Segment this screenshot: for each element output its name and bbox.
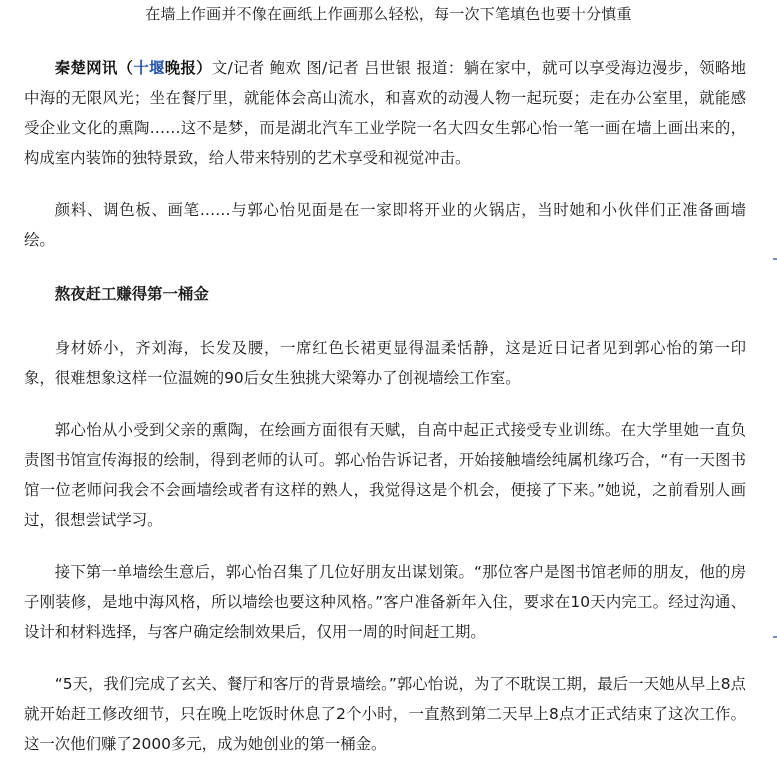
paragraph: “5天，我们完成了玄关、餐厅和客厅的背景墙绘。”郭心怡说，为了不耽误工期，最后一天她从早上8点就开始赶工修改细节，只在晚上吃饭时休息了2个小时，一直熬到第二天早上8点才正式结束了这次工作。这一次他们赚了2000多元，成为她创业的第一桶金。 [24,675,746,753]
source-credit [55,59,212,77]
edge-marker [773,258,777,260]
source-prefix: 秦楚网讯（ [54,59,134,77]
edge-marker [773,636,777,638]
source-link[interactable]: 十堰 [133,59,165,77]
lead-paragraph [24,53,746,173]
section-heading: 熬夜赶工赚得第一桶金 [54,285,209,303]
source-suffix: 晚报） [164,59,212,77]
lead-text: 文/记者 鲍欢 图/记者 吕世银 报道：躺在家中，就可以享受海边漫步，领略地中海的无限风光；坐在餐厅里，就能体会高山流水，和喜欢的动漫人物一起玩耍；走在办公室里，就能感受企业文化的熏陶……这不是梦，而是湖北汽车工业学院一名大四女生郭心怡一笔一画在墙上画出来的，构成室内装饰的独特景致，给人带来特别的艺术享受和视觉冲击。 [24,59,746,167]
article-body [24,53,746,759]
photo-caption: 在墙上作画并不像在画纸上作画那么轻松，每一次下笔填色也要十分慎重 [145,5,632,23]
paragraph: 接下第一单墙绘生意后，郭心怡召集了几位好朋友出谋划策。“那位客户是图书馆老师的朋友，他的房子刚装修，是地中海风格，所以墙绘也要这种风格。”客户准备新年入住，要求在10天内完工。经过沟通、设计和材料选择，与客户确定绘制效果后，仅用一周的时间赶工期。 [24,563,746,641]
paragraph: 身材娇小，齐刘海，长发及腰，一席红色长裙更显得温柔恬静，这是近日记者见到郭心怡的第一印象，很难想象这样一位温婉的90后女生独挑大梁筹办了创视墙绘工作室。 [24,339,746,387]
paragraph: 颜料、调色板、画笔……与郭心怡见面是在一家即将开业的火锅店，当时她和小伙伴们正准备画墙绘。 [24,201,746,249]
paragraph: 郭心怡从小受到父亲的熏陶，在绘画方面很有天赋，自高中起正式接受专业训练。在大学里她一直负责图书馆宣传海报的绘制，得到老师的认可。郭心怡告诉记者，开始接触墙绘纯属机缘巧合，“有一天图书馆一位老师问我会不会画墙绘或者有这样的熟人，我觉得这是个机会，便接了下来。”她说，之前看别人画过，很想尝试学习。 [24,421,746,529]
